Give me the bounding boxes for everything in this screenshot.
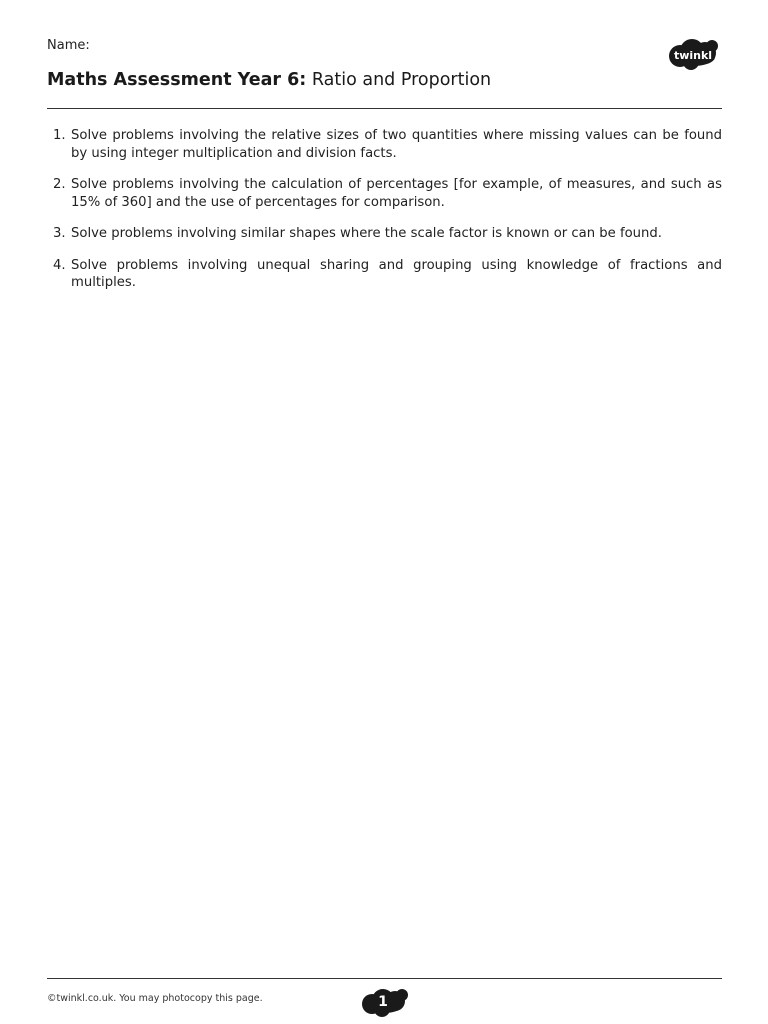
logo-text: twinkl <box>673 49 713 62</box>
item-number: 1. <box>53 128 66 143</box>
page-title <box>47 70 491 90</box>
list-item <box>47 257 722 292</box>
list-item <box>47 176 722 211</box>
page-number: 1 <box>378 994 388 1010</box>
item-text: Solve problems involving the relative sizes of two quantities where missing values can be found by using integer multiplication and division facts. <box>71 128 722 161</box>
name-label: Name: <box>47 38 90 53</box>
twinkl-logo-icon <box>666 37 720 71</box>
title-subject: Ratio and Proportion <box>306 70 492 90</box>
footer-divider <box>47 978 722 979</box>
copyright-text: ©twinkl.co.uk. You may photocopy this page. <box>47 993 263 1004</box>
objectives-list <box>47 127 722 306</box>
title-bold: Maths Assessment Year 6: <box>47 70 307 90</box>
item-number: 2. <box>53 177 66 192</box>
item-text: Solve problems involving the calculation of percentages [for example, of measures, and such as 15% of 360] and the use of percentages for comparison. <box>71 177 722 210</box>
item-number: 3. <box>53 226 66 241</box>
item-number: 4. <box>53 257 66 273</box>
list-item <box>47 127 722 162</box>
list-item <box>47 225 722 243</box>
item-text: Solve problems involving unequal sharing and grouping using knowledge of fractions and multiples. <box>71 257 722 290</box>
item-text: Solve problems involving similar shapes where the scale factor is known or can be found. <box>71 226 662 241</box>
header-divider <box>47 108 722 109</box>
